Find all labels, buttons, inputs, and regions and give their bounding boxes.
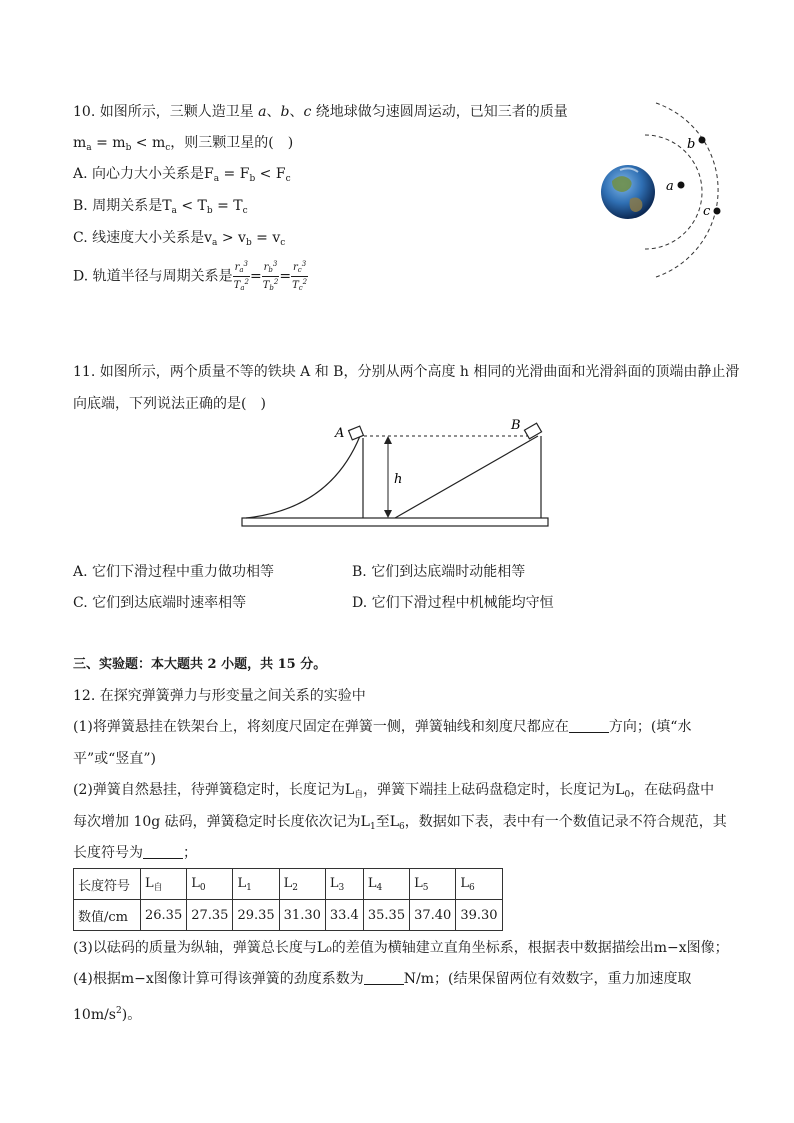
table-cell: $L_0$	[187, 869, 233, 900]
earth-icon	[601, 165, 655, 219]
table-row-symbols	[74, 869, 503, 900]
table-cell: $L_6$	[456, 869, 502, 900]
q10-option-b: B. 周期关系是$T_a < T_b = T_c$	[73, 198, 248, 216]
table-cell: 27.35	[187, 900, 233, 931]
q11-stem-line2: 向底端，下列说法正确的是( )	[73, 396, 266, 412]
table-cell: 31.30	[279, 900, 325, 931]
q12-part2-line2: 每次增加 10g 砝码，弹簧稳定时长度依次记为$L_1$至$L_6$，数据如下表，表中有一个数值记录不符合规范，其	[73, 814, 727, 832]
label-c: c	[703, 204, 711, 219]
table-cell: 33.4	[325, 900, 363, 931]
curved-surface	[246, 436, 360, 518]
q11-option-c: C. 它们到达底端时速率相等	[73, 595, 247, 611]
table-cell: 37.40	[410, 900, 456, 931]
table-cell: $L_2$	[279, 869, 325, 900]
q12-part2-line3: 长度符号为 ；	[73, 845, 197, 861]
answer-blank-1[interactable]	[569, 718, 609, 733]
answer-blank-2[interactable]	[143, 844, 183, 859]
q10-option-d: D. 轨道半径与周期关系是 $\frac{r_a^3}{T_a^2}$ = $\frac{r_b^3}{T_b^2}$ = $\frac{r_c^3}{T_c^2}$	[73, 260, 308, 292]
q10-stem-line1: 10. 如图所示，三颗人造卫星 a、b、c 绕地球做匀速圆周运动，已知三者的质量	[73, 104, 568, 120]
answer-blank-3[interactable]	[364, 970, 404, 985]
satellite-b	[699, 137, 706, 144]
table-cell: 39.30	[456, 900, 502, 931]
q11-option-d: D. 它们下滑过程中机械能均守恒	[352, 595, 554, 611]
incline-surface	[395, 436, 538, 518]
section3-title: 三、实验题：本大题共 2 小题，共 15 分。	[73, 657, 327, 672]
label-a: A	[335, 426, 345, 441]
label-b: b	[687, 137, 696, 152]
q12-part1-line1: (1)将弹簧悬挂在铁架台上，将刻度尺固定在弹簧一侧，弹簧轴线和刻度尺都应在 方向；(填“水	[73, 719, 692, 735]
q11-option-b: B. 它们到达底端时动能相等	[352, 564, 526, 580]
q12-part2-line1: (2)弹簧自然悬挂，待弹簧稳定时，长度记为$L_自$，弹簧下端挂上砝码盘稳定时，长度记为$L_0$，在砝码盘中	[73, 782, 715, 800]
q11-slope-figure	[240, 414, 552, 530]
q11-option-a: A. 它们下滑过程中重力做功相等	[73, 564, 275, 580]
label-h: h	[394, 472, 403, 487]
q12-part4-line1: (4)根据m−x图像计算可得该弹簧的劲度系数为 N/m；(结果保留两位有效数字，重力加速度取	[73, 971, 692, 987]
q12-title: 12. 在探究弹簧弹力与形变量之间关系的实验中	[73, 688, 366, 704]
table-cell: 26.35	[141, 900, 187, 931]
table-cell: $L_5$	[410, 869, 456, 900]
table-cell: $L_4$	[363, 869, 409, 900]
q10-satellite-figure	[590, 95, 730, 285]
q11-stem-line1: 11. 如图所示，两个质量不等的铁块 A 和 B，分别从两个高度 h 相同的光滑曲面和光滑斜面的顶端由静止滑	[73, 364, 740, 380]
q12-part4-line2: $10m/s^2$)。	[73, 1006, 142, 1023]
q12-part1-line2: 平”或“竖直”)	[73, 751, 156, 767]
q10-stem-line2: $m_a = m_b < m_c$，则三颗卫星的( )	[73, 135, 294, 153]
table-header-symbol: 长度符号	[74, 869, 141, 900]
length-data-table	[73, 868, 503, 931]
ratio-a: $\frac{r_a^3}{T_a^2}$	[233, 260, 249, 292]
table-cell: 35.35	[363, 900, 409, 931]
table-row-values	[74, 900, 503, 931]
table-header-value: 数值/cm	[74, 900, 141, 931]
table-cell: 29.35	[233, 900, 279, 931]
ratio-c: $\frac{r_c^3}{T_c^2}$	[292, 260, 308, 292]
satellite-c	[714, 208, 721, 215]
q12-part3: (3)以砝码的质量为纵轴，弹簧总长度与L₀的差值为横轴建立直角坐标系，根据表中数据描绘出m−x图像；	[73, 940, 729, 956]
table-cell: $L_1$	[233, 869, 279, 900]
q10-option-c: C. 线速度大小关系是$v_a > v_b = v_c$	[73, 230, 286, 248]
table-cell: $L_自$	[141, 869, 187, 900]
ground-base	[242, 518, 548, 526]
table-cell: $L_3$	[325, 869, 363, 900]
satellite-a	[678, 182, 685, 189]
block-a	[349, 426, 364, 440]
ratio-b: $\frac{r_b^3}{T_b^2}$	[262, 260, 279, 292]
label-a: a	[666, 179, 674, 194]
q10-option-a: A. 向心力大小关系是$F_a = F_b < F_c$	[73, 166, 291, 184]
label-b: B	[511, 418, 521, 433]
